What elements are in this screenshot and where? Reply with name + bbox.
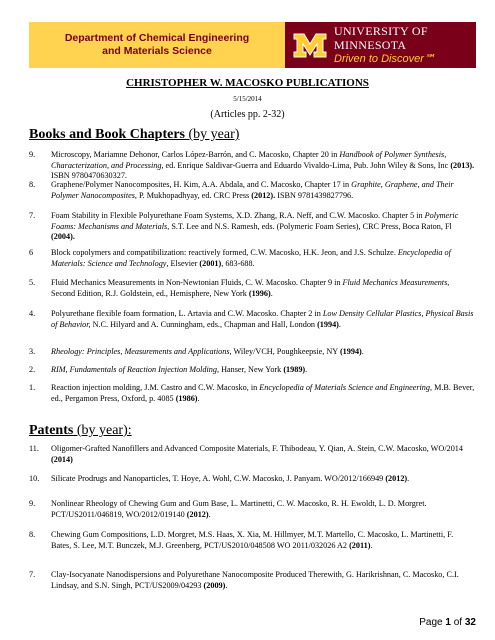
entry-text-part: Rheology: Principles, Measurements and Applications [51, 347, 230, 356]
university-block [285, 22, 476, 68]
entry-text [51, 347, 475, 358]
entry-text-part: (1994) [317, 319, 339, 329]
entry-text-part: Polymeric Foams: Mechanisms and Materials [51, 211, 459, 231]
department-line-2: and Materials Science [102, 45, 212, 57]
entry-text-part: Graphene/Polymer Nanocomposites, H. Kim, A.A. Abdala, and C. Macosko, Chapter 17 in [51, 180, 352, 189]
entry-text [51, 570, 475, 591]
entry-text-part: Graphite, Graphene, and Their Polymer Nanocomposites [51, 180, 454, 200]
entry-text-part: Fluid Mechanics Measurements in Non-Newtonian Fluids, C. W. Macosko. Chapter 9 in [51, 278, 343, 287]
document-title: CHRISTOPHER W. MACOSKO PUBLICATIONS [126, 77, 369, 89]
entry-text [51, 150, 475, 182]
books-heading-plain: (by year) [185, 127, 240, 142]
entry-text-part: N.C. Hilyard and A. Cunningham, eds., Chapman and Hall, London [90, 319, 318, 329]
entry-text-part: Encyclopedia of Materials: Science and Technology [51, 248, 451, 268]
entry-text-part: , S.T. Lee and N.S. Ramesh, eds. (Polymeric Foam Series), CRC Press, Boca Raton, Fl [167, 221, 452, 231]
entry-text-part: Encyclopedia of Materials Science and Engineering [259, 383, 430, 392]
entry-text-part: (1994) [339, 347, 362, 356]
entry-text-part: (2012) [186, 509, 209, 519]
page-number [419, 617, 476, 628]
entry-text-part: Fluid Mechanics Measurements [342, 278, 448, 287]
entry-number: 7. [29, 570, 36, 579]
entry-text-part: , P. Mukhopadhyay, ed. CRC Press [134, 190, 252, 200]
entry-number: 3. [29, 347, 36, 356]
articles-note: (Articles pp. 2-32) [210, 109, 285, 120]
entry-text-part: Block copolymers and compatibilization: reactively formed, C.W. Macosko, H.K. Jeon, and J.S. Schulze. [51, 248, 398, 257]
entry-text-part: Polyurethane flexible foam formation, L. Artavia and C.W. Macosko. Chapter 2 in [51, 309, 323, 318]
entry-number: 9. [29, 150, 36, 159]
page-total: 32 [464, 617, 476, 628]
entry-text [51, 211, 475, 243]
entry-text-part: , 683-688. [221, 258, 255, 268]
entry-text-part: (2012) [385, 474, 408, 483]
entry-text-part: . [338, 319, 341, 329]
books-heading [29, 127, 239, 143]
entry-text-part: (1986) [175, 393, 198, 403]
entry-text-part: . [197, 393, 200, 403]
entry-number: 10. [29, 474, 40, 483]
entry-text-part: (2009) [203, 580, 226, 590]
entry-text [51, 474, 475, 485]
header-banner [29, 22, 476, 68]
page-current: 1 [445, 617, 451, 628]
document-date: 5/15/2014 [233, 95, 262, 103]
entry-text-part: Silicate Prodrugs and Nanoparticles, T. Hoye, A. Wohl, C.W. Macosko, J. Panyam. WO/2012/166949 [51, 474, 386, 483]
entry-text-part: (1996) [248, 288, 271, 298]
entry-text [51, 248, 475, 269]
university-tagline: Driven to Discover℠ [334, 53, 436, 65]
entry-text-part: (1989) [283, 365, 306, 374]
entry-text-part: . [370, 540, 373, 550]
entry-text-part: Low Density Cellular Plastics, Physical Basis of Behavior, [51, 309, 474, 329]
entry-text-part: , Wiley/VCH, Poughkeepsie, NY [229, 347, 340, 356]
university-name: UNIVERSITY OF MINNESOTA [334, 24, 428, 52]
entry-number: 4. [29, 309, 36, 318]
page-label: Page [419, 617, 446, 628]
entry-text-part: , M.B. Bever, ed., Pergamon Press, Oxford, p. 4085 [51, 383, 475, 403]
entry-number: 8. [29, 180, 36, 189]
department-line-1: Department of Chemical Engineering [64, 32, 250, 44]
entry-text [51, 444, 475, 465]
entry-text [51, 530, 475, 551]
entry-number: 9. [29, 499, 36, 508]
entry-text-part: . [407, 474, 410, 483]
entry-number: 1. [29, 383, 36, 392]
entry-text-part: RIM, Fundamentals of Reaction Injection Molding [51, 365, 217, 374]
entry-text-part: , ed. Enrique Saldivar-Guerra and Eduardo Vivaldo-Lima, Pub. John Wiley & Sons, Inc [161, 160, 451, 170]
patents-heading [29, 423, 132, 439]
entry-text-part: (2012). [251, 190, 276, 200]
entry-text [51, 180, 475, 201]
entry-text-part: . [361, 347, 364, 356]
patents-heading-plain: (by year): [73, 423, 132, 438]
entry-text-part: Nonlinear Rheology of Chewing Gum and Gum Base, L. Martinetti, C. W. Macosko, R. H. Ewoldt, L. D. Morgret. PCT/US2011/046819, WO/2012/019140 [51, 499, 427, 519]
entry-text-part: . [225, 580, 228, 590]
entry-text [51, 309, 475, 330]
entry-text-part: Chewing Gum Compositions, L.D. Morgret, M.S. Haas, X. Xia, M. Hillmyer, M.T. Martello, C. Macosko, L. Martinetti, F. Bates, S. Lee, M.T. Bunczek, M.J. Greenberg, PCT/US2010/048508 WO 2011/032026 A2 [51, 530, 454, 550]
patents-heading-bold: Patents [29, 423, 74, 438]
entry-text-part: (2013). [450, 160, 475, 170]
entry-text-part: Oligomer-Grafted Nanofillers and Advanced Composite Materials, F. Thibodeau, Y. Qian, A. Stein, C.W. Macosko, WO/2014 [51, 444, 463, 453]
entry-text [51, 365, 475, 376]
entry-text-part: . [305, 365, 308, 374]
entry-text-part: ISBN 9780470630327. [51, 171, 127, 181]
entry-text-part: (2004). [51, 232, 75, 242]
entry-text-part: Microscopy, Mariamne Dehonor, Carlos López-Barrón, and C. Macosko, Chapter 20 in [51, 150, 340, 159]
entry-text-part: (2011) [349, 540, 371, 550]
books-heading-bold: Books and Book Chapters [29, 127, 185, 142]
entry-number: 8. [29, 530, 36, 539]
department-block [29, 22, 285, 68]
entry-number: 2. [29, 365, 36, 374]
entry-text-part: . [270, 288, 273, 298]
entry-text-part: . [208, 509, 211, 519]
entry-number: 7. [29, 211, 36, 220]
entry-text-part: (2001) [199, 258, 222, 268]
entry-text-part: Clay-Isocyanate Nanodispersions and Polyurethane Nanocomposite Produced Therewith, G. Harikrishnan, C. Macosko, C.I. Lindsay, and S.N. Singh, PCT/US2009/04293 [51, 570, 459, 590]
entry-text-part: , Hanser, New York [217, 365, 284, 374]
entry-number: 5. [29, 278, 36, 287]
entry-number: 11. [29, 444, 39, 453]
entry-text-part: ISBN 9781439827796. [275, 190, 354, 200]
page-of: of [450, 617, 465, 628]
entry-text-part: , Second Edition, R.J. Goldstein, ed., Hemisphere, New York [51, 278, 450, 298]
entry-text-part: Foam Stability in Flexible Polyurethane Foam Systems, X.D. Zhang, R.A. Neff, and C.W. Macosko. Chapter 5 in [51, 211, 425, 220]
entry-text-part: Handbook of Polymer Synthesis, Characterization, and Processing [51, 150, 447, 170]
entry-text-part: (2014) [51, 454, 73, 464]
entry-text-part: , Elsevier [166, 258, 200, 268]
entry-number: 6 [29, 248, 34, 257]
entry-text-part: Reaction injection molding, J.M. Castro and C.W. Macosko, in [51, 383, 260, 392]
entry-text [51, 278, 475, 299]
entry-text [51, 499, 475, 520]
university-m-logo-icon [293, 28, 327, 62]
entry-text [51, 383, 475, 404]
